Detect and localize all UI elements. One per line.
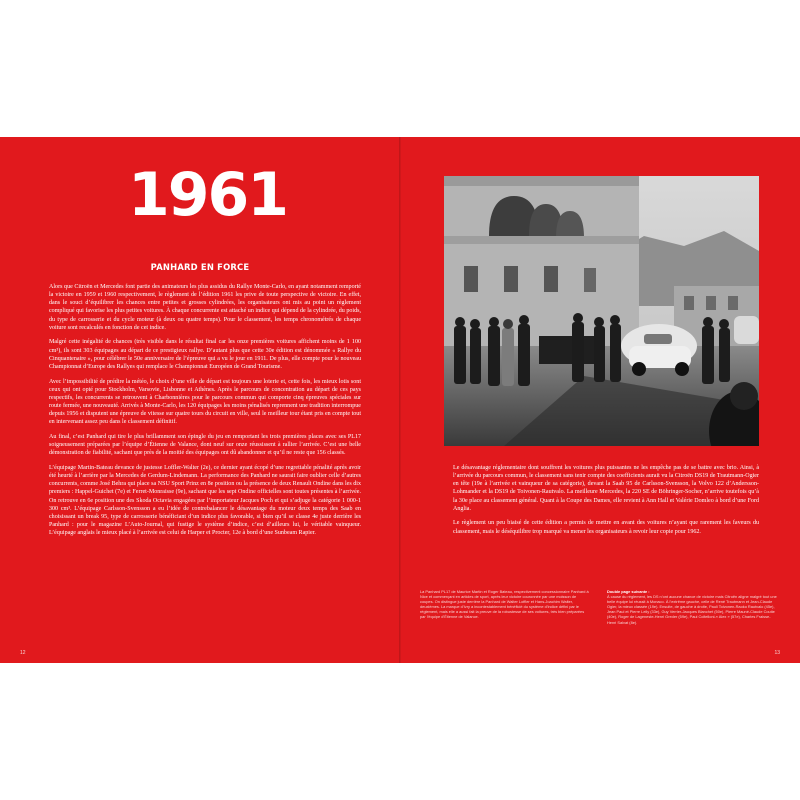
photo-illustration (444, 176, 759, 446)
caption-title: Double page suivante : (607, 589, 650, 594)
section-subtitle: PANHARD EN FORCE (150, 262, 250, 272)
page-title-year: 1961 (128, 160, 287, 230)
body-paragraph: Alors que Citroën et Mercedes font partie des animateurs les plus assidus du Rallye Monte-Carlo, en ayant notamment remporté la victoire en 1959 et 1960 respectivement, le règlement de l’édition 1961 les prive de toute perspective de victoire. En effet, dans le souci d’équilibrer les chances entre petites et grosses cylindrées, les organisateurs ont mis au point un règlement compliqué qui favorise les plus petites voitures. À chaque concurrente est attaché un indice qui dépend de la cylindrée, du poids, du type de carrosserie et du cycle moteur (à deux ou quatre temps). Pour le classement, les temps chronométrés de chaque voiture sont recalculés en fonction de cet indice. (49, 284, 361, 331)
book-gutter (399, 137, 401, 663)
page-number-left: 12 (20, 650, 26, 656)
page-number-right: 13 (774, 650, 780, 656)
body-paragraph: Malgré cette inégalité de chances (très visible dans le résultat final car les onze premières voitures affichent moins de 1 100 cm³), ils sont 303 équipages au départ de ce prestigieux rallye. D’autant plus que cette 30e édition est dénommée « Rallye du Cinquantenaire », pour célébrer le 50e anniversaire de l’épreuve qui a vu le jour en 1911. De plus, elle compte pour le nouveau Championnat d’Europe des Rallyes qui remplace le Championnat Européen de Grand Tourisme. (49, 339, 361, 370)
body-paragraph: L’équipage Martin-Bateau devance de justesse Loffler-Walter (2e), ce dernier ayant écopé d’une regrettable pénalité après avoir été heurté à l’arrière par la Mercedes de Gerdum-Lindemann. La performance des Panhard ne saurait faire oublier celle d’autres concurrents, comme José Behra qui place sa NSU Sport Prinz en 8e position ou la présence de deux Renault Ondine dans les dix premiers : Happel-Guichet (7e) et Ferret-Monraisse (9e), sachant que les sept Ondine officielles sont toutes présentes à l’arrivée. On retrouve en 6e position une des Skoda Octavia engagées par l’importateur Jacques Poch et qui s’adjuge la catégorie 1 000-1 300 cm³. L’équipage Carlsson-Svensson a eu l’idée de contrebalancer le désavantage du moteur deux temps des Saab en choisissant un break 95, type de carrosserie bénéficiant d’un indice plus favorable, si bien qu’il se classe 4e juste derrière les Panhard : pour le magazine L’Auto-Journal, qui fustige le système d’indice, c’est d’ailleurs lui, le véritable vainqueur. L’équipage anglais le mieux placé à l’arrivée est celui de Harper et Procter, 12e à bord d’une Sunbeam Rapier. (49, 464, 361, 537)
body-paragraph: Au final, c’est Panhard qui tire le plus brillamment son épingle du jeu en remportant les trois premières places avec ses PL17 soigneusement préparées par l’équipe d’Étienne de Valance, dont neuf sur onze réussissent à rallier l’arrivée. C’est une belle démonstration de fiabilité, sachant que près de la moitié des équipages ont dû abandonner et qu’il ne reste que 156 classés. (49, 434, 361, 457)
photo-caption: La Panhard PL17 de Maurice Martin et Roger Bateau, respectivement concessionnaire Panhard à Nice et commerçant en articles de sport, après leur victoire couronnée par une moisson de coupes. On distingue juste derrière la Panhard de Walter Loffler et Hans-Joachim Walter, deuxièmes. La marque d’Ivry a incontestablement bénéficié du système d’indice défini par le règlement, mais elle a aussi fait la preuve de la robustesse de ses voitures, très bien préparées par l’équipe d’Étienne de Valance. (420, 589, 589, 620)
caption-text: À cause du règlement, les DS n’ont aucune chance de victoire mais Citroën aligne malgré tout une belle équipe lui réussit à Monaco. À l’extrême gauche, celle de René Trautmann et Jean-Claude Ogier, la mieux classée (19e). Ensuite, de gauche à droite, Pauli Toivonen-Raoko Rautvalo (45e), Jean Paul et Pierre Lelly (33e), Guy Verrier-Jacques Blanchet (50e), Pierre Mauné-Claude Coutie (40e), Roger de Lageneste-Henri Greder (59e), Paul Coltelloni-« Alex » (57e), Charles Fraisse-Henri Salvat (8e). (607, 594, 777, 625)
body-paragraph: Le désavantage réglementaire dont souffrent les voitures plus puissantes ne les empêche pas de se battre avec brio. Ainsi, à l’arrivée du parcours commun, le classement sans tenir compte des coefficients aurait vu la Citroën DS19 de Trautmann-Ogier en tête (19e à l’arrivée et vainqueur de sa catégorie), devant la Saab 95 de Carlsson-Svensson, la Volvo 122 d’Andersson-Lohmander et la DS19 de Toivonen-Rautvalo. La meilleure Mercedes, la 220 SE de Böhringer-Socher, n’arrive toutefois qu’à la 30e place au classement général. Quant à la Coupe des Dames, elle revient à Ann Hall et Valérie Domleo à bord d’une Ford Anglia. (453, 465, 759, 512)
body-paragraph: Avec l’impossibilité de prédire la météo, le choix d’une ville de départ est toujours une loterie et, cette fois, les mieux lotis sont ceux qui ont opté pour Stockholm, Varsovie, Lisbonne et Athènes. Après le parcours de concentration au départ de ces pays respectifs, les concurrents se retrouvent à Charbonnières pour le parcours commun qui comporte cinq épreuves spéciales sur route fermée, une nouveauté. Arrivés à Monte-Carlo, les 120 équipages les moins pénalisés reprennent une tradition interrompue depuis 1956 et disputent une épreuve de vitesse sur quatre tours du circuit en ville, seul le meilleur tour étant pris en compte tout en intervenant assez peu dans le classement définitif. (49, 378, 361, 426)
book-spread (0, 137, 800, 663)
right-body-column (453, 464, 759, 542)
photo-monaco-prize-ceremony (444, 176, 759, 446)
next-spread-caption (607, 589, 777, 625)
body-paragraph: Le règlement un peu biaisé de cette édition a permis de mettre en avant des voitures n’ayant que rarement les faveurs du classement, mais le déséquilibre trop marqué va mener les organisateurs à revoir leur copie pour 1962. (453, 520, 759, 535)
left-body-column (49, 283, 361, 544)
